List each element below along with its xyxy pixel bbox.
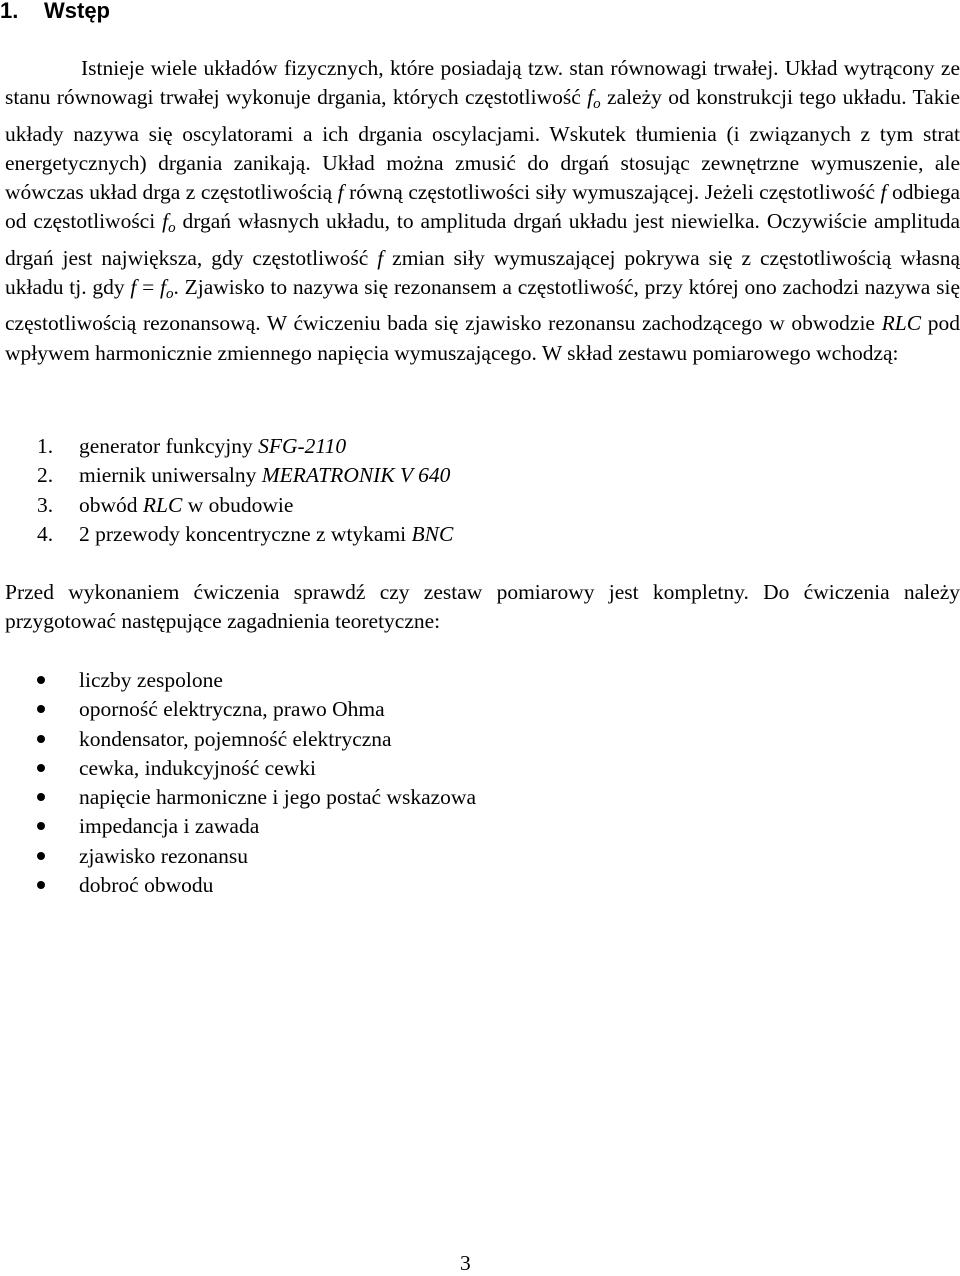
section-heading — [0, 0, 110, 28]
bullet-icon — [37, 793, 45, 801]
topic-item: napięcie harmoniczne i jego postać wskazowa — [37, 783, 476, 812]
symbol-f: f — [160, 275, 166, 300]
topic-item: zjawisko rezonansu — [37, 842, 476, 871]
equipment-item: 4. 2 przewody koncentryczne z wtykami BNC — [37, 521, 454, 546]
topic-item: liczby zespolone — [37, 666, 476, 695]
subscript-o: o — [166, 286, 174, 303]
symbol-f: f — [337, 180, 344, 205]
p1-text-8: pod wpływem harmonicznie zmiennego napięcia wymuszającego. W skład zestawu pomiarowego wchodzą: — [5, 311, 960, 365]
p1-text-6: zmian siły wymuszającej pokrywa się z częstotliwością własną układu tj. gdy — [5, 245, 960, 300]
bullet-icon — [37, 705, 45, 713]
topic-item: cewka, indukcyjność cewki — [37, 754, 476, 783]
symbol-f: f — [130, 275, 137, 300]
section-title: Wstęp — [44, 0, 110, 23]
bullet-icon — [37, 852, 45, 860]
p1-text-7: . Zjawisko to nazywa się rezonansem a częstotliwość, przy której ono zachodzi nazywa się częstotliwością rezonansową. W ćwiczeniu bada się zjawisko rezonansu zachodzącego w obwodzie — [5, 275, 960, 336]
bullet-icon — [37, 676, 45, 684]
topic-item: oporność elektryczna, prawo Ohma — [37, 695, 476, 724]
p1-text-2: zależy od konstrukcji tego układu. Takie układy nazywa się oscylatorami a ich drgania oscylacjami. Wskutek tłumienia (i związanych z tym strat energetycznych) drgania zanikają. Układ można zmusić do drgań stosując zewnętrzne wymuszenie, ale wówczas układ drga z częstotliwością — [5, 85, 960, 205]
p1-text-3: równą częstotliwości siły wymuszającej. Jeżeli częstotliwość — [343, 180, 881, 205]
p1-text-1: Istnieje wiele układów fizycznych, które posiadają tzw. stan równowagi trwałej. Układ wytrącony ze stanu równowagi trwałej wykonuje drgania, których częstotliwość — [5, 56, 960, 110]
equals-sign: = — [136, 275, 161, 300]
bullet-icon — [37, 822, 45, 830]
equipment-list — [37, 432, 453, 549]
topic-item: kondensator, pojemność elektryczna — [37, 725, 476, 754]
bullet-icon — [37, 764, 45, 772]
preparation-paragraph: Przed wykonaniem ćwiczenia sprawdź czy zestaw pomiarowy jest kompletny. Do ćwiczenia należy przygotować następujące zagadnienia teoretyczne: — [5, 580, 960, 634]
bullet-icon — [37, 881, 45, 889]
intro-paragraph — [5, 54, 960, 368]
p1-text-5: drgań własnych układu, to amplituda drgań układu jest niewielka. Oczywiście amplituda drgań jest największa, gdy częstotliwość — [5, 209, 960, 270]
equipment-item: 3. obwód RLC w obudowie — [37, 492, 294, 517]
symbol-f: f — [587, 85, 594, 110]
p1-text-4: odbiega od częstotliwości — [5, 180, 960, 234]
bullet-icon — [37, 735, 45, 743]
section-number: 1. — [0, 0, 19, 23]
subscript-o: o — [593, 96, 601, 113]
subscript-o: o — [168, 220, 176, 237]
page-number: 3 — [460, 1251, 471, 1275]
equipment-item: 1. generator funkcyjny SFG-2110 — [37, 434, 347, 458]
topic-item: dobroć obwodu — [37, 871, 476, 900]
equipment-item: 2. miernik uniwersalny MERATRONIK V 640 — [37, 463, 451, 488]
symbol-f: f — [880, 180, 887, 205]
topic-item: impedancja i zawada — [37, 812, 476, 841]
symbol-f: f — [162, 209, 169, 234]
rlc-symbol: RLC — [881, 311, 922, 336]
symbol-f: f — [377, 245, 384, 270]
topics-list — [37, 666, 476, 900]
